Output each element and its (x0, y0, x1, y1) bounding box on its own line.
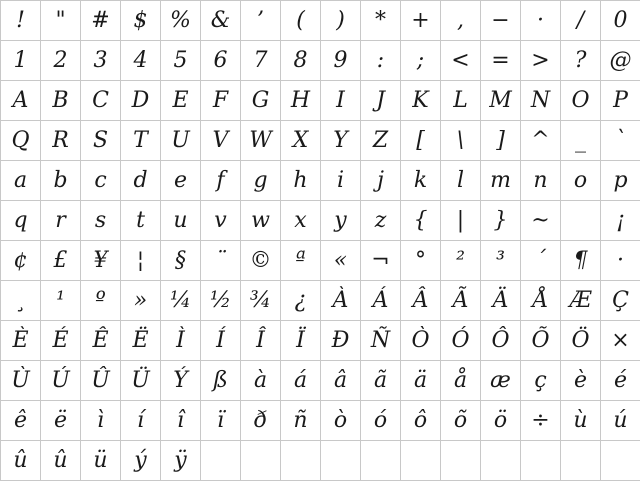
glyph-cell: æ (481, 361, 521, 401)
glyph-cell-empty (241, 441, 281, 481)
glyph-cell: 2 (41, 41, 81, 81)
glyph-cell: T (121, 121, 161, 161)
glyph-cell: ^ (521, 121, 561, 161)
glyph-cell: ý (121, 441, 161, 481)
glyph-cell: u (161, 201, 201, 241)
glyph-cell: Q (1, 121, 41, 161)
glyph-cell: « (321, 241, 361, 281)
glyph-cell: Ò (401, 321, 441, 361)
glyph-cell: ¶ (561, 241, 601, 281)
glyph-cell: G (241, 81, 281, 121)
glyph-cell: / (561, 1, 601, 41)
glyph-cell: Æ (561, 281, 601, 321)
glyph-cell: ö (481, 401, 521, 441)
glyph-cell: N (521, 81, 561, 121)
glyph-cell: Á (361, 281, 401, 321)
glyph-cell: ¼ (161, 281, 201, 321)
glyph-cell: ÷ (521, 401, 561, 441)
glyph-cell: Í (201, 321, 241, 361)
glyph-cell: 0 (601, 1, 640, 41)
glyph-cell: Û (81, 361, 121, 401)
glyph-cell: } (481, 201, 521, 241)
glyph-cell: r (41, 201, 81, 241)
glyph-cell: B (41, 81, 81, 121)
glyph-cell: § (161, 241, 201, 281)
glyph-cell: R (41, 121, 81, 161)
glyph-cell: C (81, 81, 121, 121)
glyph-cell: ð (241, 401, 281, 441)
glyph-cell: j (361, 161, 401, 201)
glyph-cell: × (601, 321, 640, 361)
glyph-cell: f (201, 161, 241, 201)
glyph-cell: & (201, 1, 241, 41)
glyph-cell: ã (361, 361, 401, 401)
glyph-cell: < (441, 41, 481, 81)
glyph-cell: Ã (441, 281, 481, 321)
glyph-cell: 5 (161, 41, 201, 81)
glyph-cell: y (321, 201, 361, 241)
glyph-cell: ô (401, 401, 441, 441)
glyph-cell: = (481, 41, 521, 81)
glyph-cell: ç (521, 361, 561, 401)
glyph-cell: b (41, 161, 81, 201)
glyph-cell-empty (521, 441, 561, 481)
glyph-cell: L (441, 81, 481, 121)
glyph-cell: È (1, 321, 41, 361)
glyph-cell: â (321, 361, 361, 401)
glyph-cell: ) (321, 1, 361, 41)
glyph-cell: ¥ (81, 241, 121, 281)
glyph-cell: q (1, 201, 41, 241)
glyph-cell: n (521, 161, 561, 201)
glyph-cell: á (281, 361, 321, 401)
glyph-cell: û (41, 441, 81, 481)
glyph-cell: d (121, 161, 161, 201)
glyph-cell: Ô (481, 321, 521, 361)
glyph-cell: ª (281, 241, 321, 281)
glyph-cell-empty (321, 441, 361, 481)
glyph-cell: K (401, 81, 441, 121)
glyph-cell: ( (281, 1, 321, 41)
glyph-cell: è (561, 361, 601, 401)
glyph-cell: ; (401, 41, 441, 81)
glyph-cell: û (1, 441, 41, 481)
glyph-cell: Ü (121, 361, 161, 401)
glyph-cell-empty (561, 441, 601, 481)
glyph-cell: © (241, 241, 281, 281)
glyph-cell: ³ (481, 241, 521, 281)
glyph-cell: o (561, 161, 601, 201)
glyph-cell: ´ (521, 241, 561, 281)
glyph-cell: * (361, 1, 401, 41)
glyph-cell: V (201, 121, 241, 161)
glyph-cell: ½ (201, 281, 241, 321)
glyph-cell: 8 (281, 41, 321, 81)
glyph-cell: @ (601, 41, 640, 81)
glyph-cell: ò (321, 401, 361, 441)
glyph-cell: c (81, 161, 121, 201)
glyph-cell: Ä (481, 281, 521, 321)
glyph-cell: ’ (241, 1, 281, 41)
glyph-cell: , (441, 1, 481, 41)
glyph-cell: M (481, 81, 521, 121)
glyph-cell: S (81, 121, 121, 161)
glyph-cell: í (121, 401, 161, 441)
glyph-cell: · (521, 1, 561, 41)
glyph-cell: x (281, 201, 321, 241)
glyph-cell: Ç (601, 281, 640, 321)
glyph-cell: Ð (321, 321, 361, 361)
glyph-cell: [ (401, 121, 441, 161)
glyph-cell: ¹ (41, 281, 81, 321)
glyph-cell: À (321, 281, 361, 321)
glyph-cell: D (121, 81, 161, 121)
glyph-cell: w (241, 201, 281, 241)
glyph-cell: $ (121, 1, 161, 41)
glyph-cell-empty (361, 441, 401, 481)
glyph-cell: ` (601, 121, 640, 161)
glyph-cell: J (361, 81, 401, 121)
glyph-cell: ? (561, 41, 601, 81)
glyph-cell: É (41, 321, 81, 361)
glyph-cell: Ì (161, 321, 201, 361)
glyph-cell: − (481, 1, 521, 41)
glyph-cell: é (601, 361, 640, 401)
glyph-cell: ¸ (1, 281, 41, 321)
glyph-cell: Ë (121, 321, 161, 361)
glyph-cell: ê (1, 401, 41, 441)
glyph-cell: î (161, 401, 201, 441)
glyph-cell: ¾ (241, 281, 281, 321)
glyph-cell: ¡ (601, 201, 640, 241)
glyph-cell: Õ (521, 321, 561, 361)
glyph-cell: Z (361, 121, 401, 161)
glyph-cell: · (601, 241, 640, 281)
glyph-cell: Î (241, 321, 281, 361)
glyph-cell: g (241, 161, 281, 201)
glyph-cell: 6 (201, 41, 241, 81)
glyph-cell: W (241, 121, 281, 161)
glyph-cell: Ú (41, 361, 81, 401)
glyph-cell: ÿ (161, 441, 201, 481)
glyph-cell: : (361, 41, 401, 81)
glyph-cell: ¦ (121, 241, 161, 281)
glyph-cell: 3 (81, 41, 121, 81)
glyph-cell: O (561, 81, 601, 121)
glyph-cell: ¢ (1, 241, 41, 281)
glyph-cell: à (241, 361, 281, 401)
glyph-cell: ¨ (201, 241, 241, 281)
glyph-cell: a (1, 161, 41, 201)
glyph-cell: e (161, 161, 201, 201)
glyph-cell: % (161, 1, 201, 41)
glyph-cell: X (281, 121, 321, 161)
glyph-cell: Ï (281, 321, 321, 361)
glyph-cell: ¬ (361, 241, 401, 281)
glyph-cell: º (81, 281, 121, 321)
glyph-cell: Y (321, 121, 361, 161)
glyph-cell: v (201, 201, 241, 241)
glyph-cell-empty (561, 201, 601, 241)
glyph-cell: p (601, 161, 640, 201)
glyph-cell: \ (441, 121, 481, 161)
glyph-cell: ü (81, 441, 121, 481)
glyph-cell-empty (601, 441, 640, 481)
glyph-cell: ì (81, 401, 121, 441)
glyph-cell: ï (201, 401, 241, 441)
glyph-cell: I (321, 81, 361, 121)
glyph-cell: ß (201, 361, 241, 401)
glyph-cell: U (161, 121, 201, 161)
glyph-cell: 7 (241, 41, 281, 81)
glyph-cell: k (401, 161, 441, 201)
glyph-cell: ú (601, 401, 640, 441)
glyph-cell: 9 (321, 41, 361, 81)
glyph-cell: l (441, 161, 481, 201)
glyph-cell: + (401, 1, 441, 41)
glyph-cell: s (81, 201, 121, 241)
glyph-cell: ° (401, 241, 441, 281)
glyph-cell: Â (401, 281, 441, 321)
glyph-cell: i (321, 161, 361, 201)
glyph-cell: > (521, 41, 561, 81)
glyph-cell: ! (1, 1, 41, 41)
glyph-cell-empty (201, 441, 241, 481)
glyph-cell: ù (561, 401, 601, 441)
glyph-cell: m (481, 161, 521, 201)
glyph-cell: » (121, 281, 161, 321)
glyph-cell: Ó (441, 321, 481, 361)
glyph-cell: " (41, 1, 81, 41)
glyph-cell: 4 (121, 41, 161, 81)
glyph-cell: õ (441, 401, 481, 441)
glyph-cell: _ (561, 121, 601, 161)
glyph-cell: P (601, 81, 640, 121)
glyph-cell: ~ (521, 201, 561, 241)
glyph-cell: h (281, 161, 321, 201)
glyph-cell: z (361, 201, 401, 241)
glyph-cell: # (81, 1, 121, 41)
glyph-cell: Å (521, 281, 561, 321)
glyph-cell: ] (481, 121, 521, 161)
glyph-cell: H (281, 81, 321, 121)
glyph-cell: ë (41, 401, 81, 441)
glyph-cell: ¿ (281, 281, 321, 321)
glyph-cell: t (121, 201, 161, 241)
glyph-cell: Ö (561, 321, 601, 361)
glyph-cell: E (161, 81, 201, 121)
glyph-cell: Ù (1, 361, 41, 401)
glyph-cell-empty (401, 441, 441, 481)
glyph-cell-empty (281, 441, 321, 481)
glyph-cell: | (441, 201, 481, 241)
glyph-cell: £ (41, 241, 81, 281)
glyph-cell: 1 (1, 41, 41, 81)
glyph-cell: A (1, 81, 41, 121)
glyph-cell: ó (361, 401, 401, 441)
glyph-cell: å (441, 361, 481, 401)
glyph-cell: Ñ (361, 321, 401, 361)
glyph-cell-empty (481, 441, 521, 481)
glyph-cell: ñ (281, 401, 321, 441)
glyph-cell: Ý (161, 361, 201, 401)
glyph-cell: F (201, 81, 241, 121)
glyph-cell: Ê (81, 321, 121, 361)
glyph-cell: ² (441, 241, 481, 281)
glyph-cell-empty (441, 441, 481, 481)
glyph-cell: { (401, 201, 441, 241)
glyph-cell: ä (401, 361, 441, 401)
